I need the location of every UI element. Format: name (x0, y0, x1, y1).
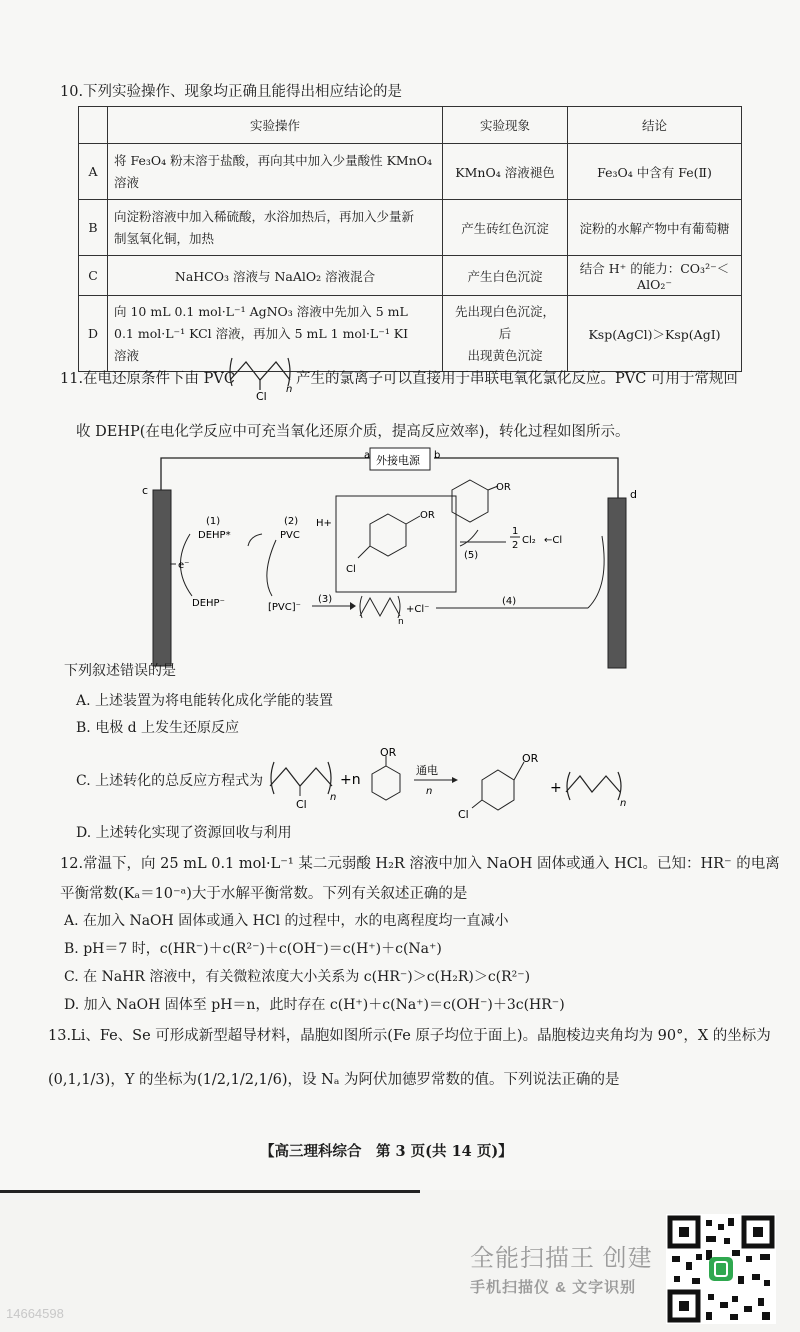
step-4: (4) (502, 596, 517, 607)
reagent-ring (452, 480, 488, 522)
op-line: 向淀粉溶液中加入稀硫酸，水浴加热后，再加入少量新 (114, 208, 415, 224)
op-line: 制氢氧化铜，加热 (114, 230, 215, 246)
bond (406, 516, 420, 524)
electrode-c (153, 490, 171, 666)
row-label: C (79, 256, 108, 296)
qr-code-icon (666, 1214, 776, 1324)
row-conclusion: Ksp(AgCl)＞Ksp(AgI) (568, 296, 742, 372)
arrowhead (452, 777, 458, 783)
n-label: n (330, 792, 337, 803)
benzene-ring (370, 514, 406, 556)
op-line: 向 10 mL 0.1 mol·L⁻¹ AgNO₃ 溶液中先加入 5 mL (114, 303, 408, 319)
electrochem-diagram (140, 446, 640, 676)
row-conclusion: 结合 H⁺ 的能力：CO₃²⁻＜AlO₂⁻ (568, 256, 742, 296)
cl2-label: Cl₂ (522, 535, 536, 546)
q11-option-b: B. 电极 d 上发生还原反应 (76, 720, 240, 736)
electrode-d-label: d (630, 488, 637, 501)
q12-option-a: A. 在加入 NaOH 固体或通入 HCl 的过程中，水的电离程度均一直减小 (64, 913, 509, 929)
row-label: D (79, 296, 108, 372)
row-phenomenon: 产生白色沉淀 (443, 256, 568, 296)
or-group: OR (496, 482, 511, 493)
q12-stem-line1: 12.常温下，向 25 mL 0.1 mol·L⁻¹ 某二元弱酸 H₂R 溶液中加入 NaOH 固体或通入 HCl。已知：HR⁻ 的电离 (60, 856, 780, 872)
cl-label: Cl (296, 798, 307, 811)
q11-option-d: D. 上述转化实现了资源回收与利用 (76, 825, 292, 841)
electrode-d (608, 498, 626, 668)
or-group: OR (420, 510, 435, 521)
chloride-label: +Cl⁻ (406, 604, 430, 615)
wire-right (434, 458, 618, 498)
scanner-watermark-subtitle: 手机扫描仪 & 文字识别 (470, 1279, 637, 1296)
pvc-chain (270, 768, 332, 786)
dehp-minus: DEHP⁻ (192, 598, 225, 609)
terminal-a: a (364, 450, 371, 461)
polyene-chain (566, 776, 620, 792)
row-phenomenon: 产生砖红色沉淀 (443, 200, 568, 256)
arc-to-d (588, 536, 604, 608)
pvc-label: PVC (280, 530, 300, 541)
step-3: (3) (318, 594, 333, 605)
row-label: B (79, 200, 108, 256)
row-operation (108, 200, 443, 256)
table-row (79, 200, 742, 256)
q10-table (78, 106, 742, 372)
q11-stem-line2: 收 DEHP(在电化学反应中可充当氧化还原介质，提高反应效率)，转化过程如图所示。 (76, 424, 630, 440)
q11-stem-a: 11.在电还原条件下由 PVC (60, 371, 235, 387)
wire-left (161, 458, 380, 490)
bond (472, 800, 482, 808)
op-line: 溶液 (114, 174, 140, 190)
q13-stem-line2: (0,1,1/3)，Y 的坐标为(1/2,1/2,1/6)，设 Nₐ 为阿伏加德罗常数的值。下列说法正确的是 (48, 1072, 620, 1088)
benzene-ring (372, 766, 400, 800)
dehp-star: DEHP* (198, 530, 231, 541)
cl-label: Cl (256, 390, 267, 402)
electrolysis-label: 通电 (416, 764, 438, 777)
row-conclusion: Fe₃O₄ 中含有 Fe(Ⅱ) (568, 144, 742, 200)
plus-sign: + (550, 780, 562, 796)
table-row (79, 256, 742, 296)
cl-group: Cl (458, 808, 469, 818)
header-operation: 实验操作 (108, 107, 443, 144)
op-line: 将 Fe₃O₄ 粉末溶于盐酸，再向其中加入少量酸性 KMnO₄ (114, 152, 433, 168)
frac-num: 1 (512, 526, 519, 537)
q11-prompt: 下列叙述错误的是 (64, 663, 176, 679)
q12-stem-line2: 平衡常数(Kₐ＝10⁻ᵃ)大于水解平衡常数。下列有关叙述正确的是 (60, 886, 468, 902)
electrode-c-label: c (142, 484, 149, 497)
cycle-arc-right (248, 534, 276, 596)
header-phenomenon: 实验现象 (443, 107, 568, 144)
n-label: n (426, 786, 433, 797)
q11-option-a: A. 上述装置为将电能转化成化学能的装置 (76, 693, 334, 709)
q12-option-b: B. pH＝7 时，c(HR⁻)＋c(R²⁻)＋c(OH⁻)＝c(H⁺)＋c(Na⁺) (64, 941, 442, 957)
table-row (79, 296, 742, 372)
electron-label: e⁻ (178, 560, 190, 571)
cl-source: ←Cl (544, 535, 563, 546)
app-logo-icon (709, 1257, 733, 1281)
q11-option-c: C. 上述转化的总反应方程式为 (76, 773, 264, 789)
plus-n: +n (340, 772, 361, 788)
q12-option-c: C. 在 NaHR 溶液中，有关微粒浓度大小关系为 c(HR⁻)＞c(H₂R)＞c(R²⁻) (64, 969, 531, 985)
op-line: 溶液 (114, 347, 140, 363)
polymer-bracket (360, 596, 400, 618)
terminal-b: b (434, 450, 441, 461)
table-header-row (79, 107, 742, 144)
row-phenomenon: KMnO₄ 溶液褪色 (443, 144, 568, 200)
q13-stem-line1: 13.Li、Fe、Se 可形成新型超导材料，晶胞如图所示(Fe 原子均位于面上)。晶胞棱边夹角均为 90°，X 的坐标为 (48, 1028, 771, 1044)
page-footer: 【高三理科综合 第 3 页(共 14 页)】 (260, 1143, 513, 1160)
reagent-arrow (460, 530, 478, 546)
phen-line: 出现黄色沉淀 (467, 347, 543, 363)
step-1: (1) (206, 516, 221, 527)
overall-equation (268, 748, 658, 818)
polyene-chain (360, 598, 400, 616)
step-2: (2) (284, 516, 299, 527)
frac-den: 2 (512, 540, 519, 551)
n-label: n (620, 798, 627, 809)
row-operation: NaHCO₃ 溶液与 NaAlO₂ 溶液混合 (108, 256, 443, 296)
q10-stem: 10.下列实验操作、现象均正确且能得出相应结论的是 (60, 84, 403, 100)
pvc-structure-icon (226, 352, 294, 402)
header-conclusion: 结论 (568, 107, 742, 144)
bond (358, 546, 370, 558)
cl-group: Cl (346, 564, 356, 575)
q12-option-d: D. 加入 NaOH 固体至 pH＝n，此时存在 c(H⁺)＋c(Na⁺)＝c(OH⁻)＋3c(HR⁻) (64, 997, 565, 1013)
h-plus: H+ (316, 518, 332, 529)
n-label: n (286, 384, 293, 395)
sheet-edge-shadow (0, 1190, 420, 1193)
row-conclusion: 淀粉的水解产物中有葡萄糖 (568, 200, 742, 256)
bracket (271, 762, 331, 794)
product-box (336, 496, 456, 592)
row-label: A (79, 144, 108, 200)
benzene-ring (482, 770, 514, 810)
step-5: (5) (464, 550, 479, 561)
phen-line: 先出现白色沉淀，后 (454, 303, 555, 341)
or-group: OR (380, 748, 397, 759)
or-group: OR (522, 752, 539, 765)
pvc-minus: [PVC]⁻ (268, 602, 301, 613)
scanner-watermark-title: 全能扫描王 创建 (470, 1245, 653, 1272)
bracket (567, 772, 621, 800)
n-label: n (398, 617, 404, 627)
q11-stem-b: 产生的氯离子可以直接用于串联电氧化氯化反应。PVC 可用于常规回 (296, 371, 738, 387)
op-line: 0.1 mol·L⁻¹ KCl 溶液，再加入 5 mL 1 mol·L⁻¹ KI (114, 325, 409, 341)
header-blank (79, 107, 108, 144)
power-label: 外接电源 (376, 454, 420, 467)
row-operation (108, 144, 443, 200)
table-row (79, 144, 742, 200)
row-phenomenon (443, 296, 568, 372)
scan-id: 14664598 (6, 1306, 64, 1321)
arrowhead (350, 602, 356, 610)
